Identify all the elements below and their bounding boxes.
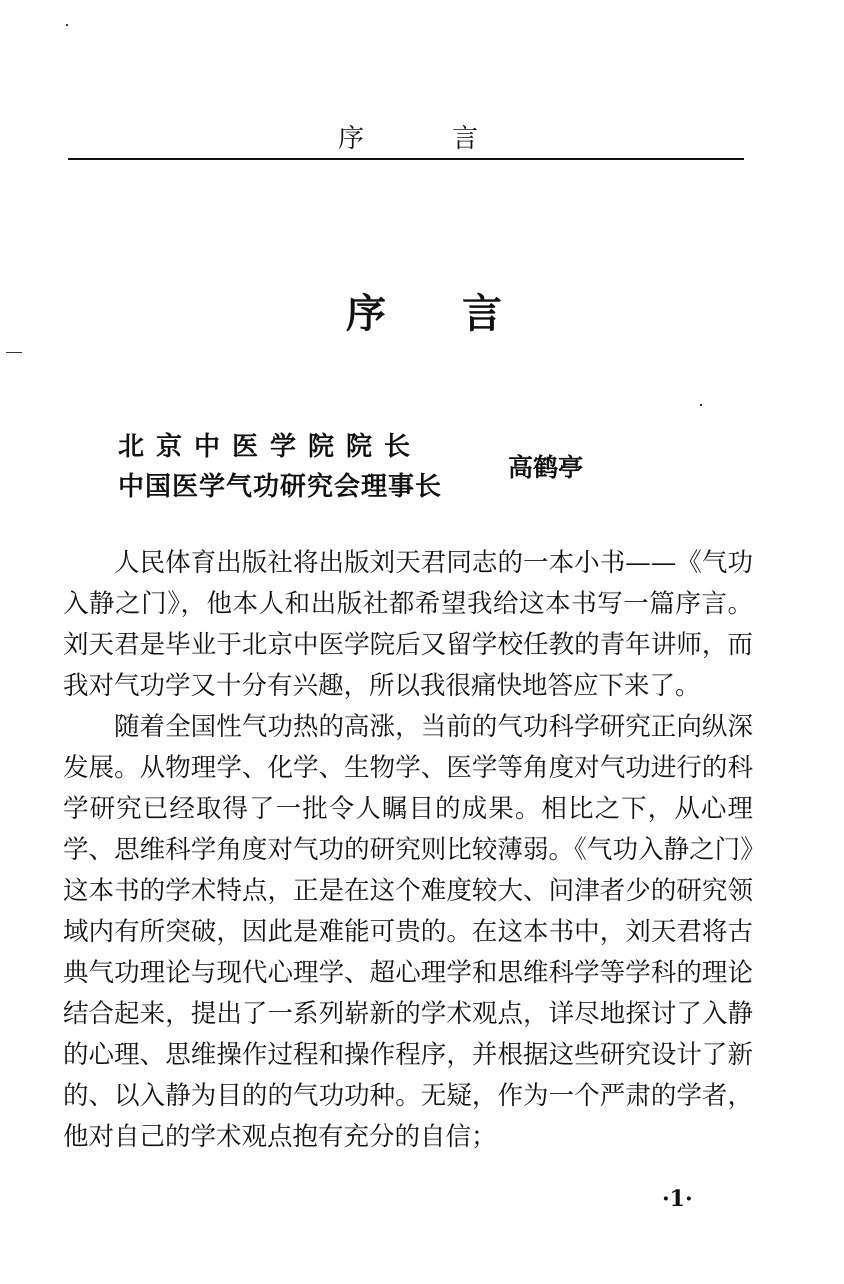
page-number: ·1· <box>662 1186 693 1212</box>
author-name: 高鹤亭 <box>508 453 584 482</box>
page-title-right: 言 <box>462 290 502 337</box>
running-header <box>0 118 844 158</box>
paragraph: 随着全国性气功热的高涨，当前的气功科学研究正向纵深发展。从物理学、化学、生物学、医学等角度对气功进行的科学研究已经取得了一批令人瞩目的成果。相比之下，从心理学、思维科学角度对气功的研究则比较薄弱。《气功入静之门》这本书的学术特点，正是在这个难度较大、问津者少的研究领域内有所突破，因此是难能可贵的。在这本书中，刘天君将古典气功理论与现代心理学、超心理学和思维科学等学科的理论结合起来，提出了一系列崭新的学术观点，详尽地探讨了入静的心理、思维操作过程和操作程序，并根据这些研究设计了新的、以入静为目的的气功功种。无疑，作为一个严肃的学者，他对自己的学术观点抱有充分的自信； <box>63 712 753 1152</box>
running-header-right: 言 <box>452 124 479 154</box>
scan-speck <box>6 352 22 353</box>
running-header-left: 序 <box>338 124 365 154</box>
author-affiliation-1: 北京中医学院院长 <box>118 432 423 462</box>
scan-speck <box>66 24 68 26</box>
page-title-left: 序 <box>346 290 386 337</box>
header-rule <box>68 158 744 160</box>
body-text <box>63 543 753 1158</box>
author-affiliation-2: 中国医学气功研究会理事长 <box>118 472 443 502</box>
paragraph: 人民体育出版社将出版刘天君同志的一本小书——《气功入静之门》，他本人和出版社都希望我给这本书写一篇序言。刘天君是毕业于北京中医学院后又留学校任教的青年讲师，而我对气功学又十分有兴趣，所以我很痛快地答应下来了。 <box>63 548 753 701</box>
scan-speck <box>700 404 702 406</box>
